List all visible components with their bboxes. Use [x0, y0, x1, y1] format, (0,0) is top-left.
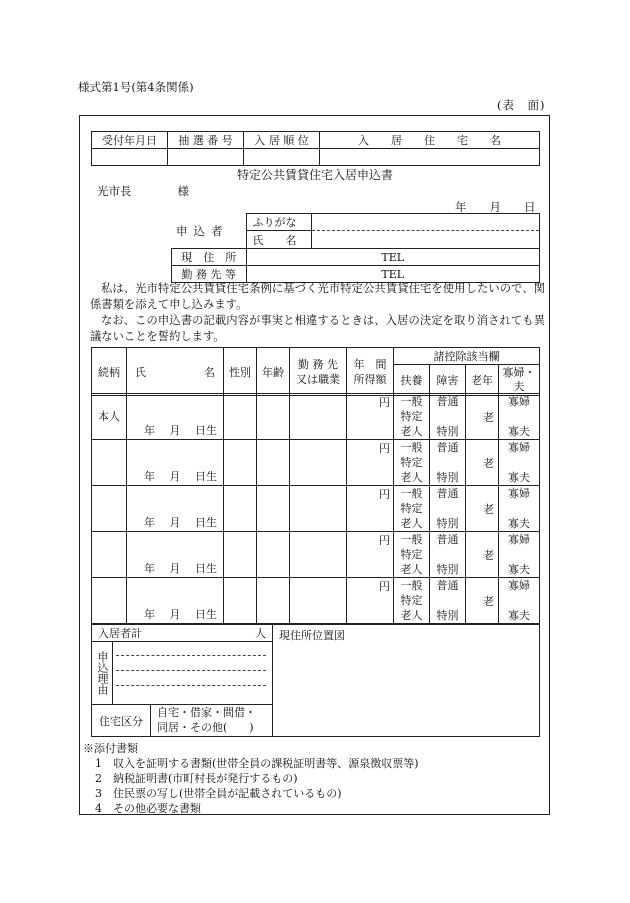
widower-option[interactable]: 寡夫 [508, 471, 530, 484]
birthdate-text: 年 月 日生 [144, 470, 217, 483]
attachments-title: ※添付書類 [83, 742, 138, 755]
housing-name-field[interactable] [320, 149, 540, 166]
total-residents-unit: 人 [255, 627, 266, 640]
work-cell[interactable] [290, 440, 347, 486]
disability-cell[interactable] [430, 532, 466, 578]
total-residents-cell[interactable] [92, 625, 273, 642]
disability-option[interactable]: 特別 [436, 517, 459, 530]
income-cell[interactable] [347, 440, 394, 486]
furigana-field[interactable] [311, 214, 540, 231]
dependent-option[interactable]: 特定 [400, 502, 423, 515]
widow-header: 寡婦・ 夫 [499, 365, 540, 396]
widower-option[interactable]: 寡夫 [508, 517, 530, 530]
sex-cell[interactable] [224, 578, 257, 624]
widow-cell[interactable] [499, 394, 540, 440]
disability-option[interactable]: 普通 [436, 395, 459, 408]
attachment-item: 1 収入を証明する書類(世帯全員の課税証明書等、源泉徴収票等) [95, 757, 419, 770]
dependent-option[interactable]: 一般 [400, 487, 423, 500]
disability-option[interactable]: 特別 [436, 609, 459, 622]
disability-option[interactable]: 特別 [436, 471, 459, 484]
attachment-item: 2 納税証明書(市町村長が発行するもの) [95, 772, 298, 785]
reason-cell[interactable] [92, 642, 273, 705]
housing-options-1[interactable]: 自宅・借家・間借・ [157, 706, 256, 719]
sex-header: 性別 [224, 348, 257, 396]
reception-table [91, 131, 540, 166]
name-cell[interactable] [127, 394, 224, 440]
name-cell[interactable] [127, 578, 224, 624]
housing-options-2[interactable]: 同居・その他( ) [157, 721, 254, 734]
disability-option[interactable]: 特別 [436, 425, 459, 438]
disability-cell[interactable] [430, 486, 466, 532]
dependent-option[interactable]: 特定 [400, 548, 423, 561]
declaration-paragraph-2: なお、この申込書の記載内容が事実と相違するときは、入居の決定を取り消されても異議ないことを誓約します。 [90, 314, 545, 343]
widower-option[interactable]: 寡夫 [508, 563, 530, 576]
disability-header: 障害 [430, 365, 466, 396]
disability-cell[interactable] [430, 440, 466, 486]
table-row [92, 440, 540, 486]
widow-cell[interactable] [499, 532, 540, 578]
elderly-cell[interactable] [466, 440, 499, 486]
move-in-order-field[interactable] [244, 149, 320, 166]
dependent-option[interactable]: 一般 [400, 579, 423, 592]
name-header-b: 名 [204, 365, 215, 379]
reason-line-2 [116, 670, 266, 671]
lottery-number-header: 抽 選 番 号 [168, 132, 244, 149]
disability-cell[interactable] [430, 394, 466, 440]
address-tel[interactable]: TEL [246, 249, 540, 266]
attachment-item: 4 その他必要な書類 [95, 802, 201, 815]
deduction-header: 諸控除該当欄 [394, 348, 540, 365]
yen-unit: 円 [379, 488, 390, 501]
table-row [92, 578, 540, 624]
widow-cell[interactable] [499, 486, 540, 532]
table-row [92, 486, 540, 532]
widow-option[interactable]: 寡婦 [508, 395, 530, 408]
age-cell[interactable] [257, 394, 290, 440]
yen-unit: 円 [379, 580, 390, 593]
dependent-option[interactable]: 老人 [400, 471, 423, 484]
total-residents-label: 入居者計 [98, 627, 142, 640]
elderly-cell[interactable] [466, 532, 499, 578]
age-cell[interactable] [257, 532, 290, 578]
furigana-label: ふりがな [246, 214, 311, 231]
reception-date-field[interactable] [92, 149, 168, 166]
income-cell[interactable] [347, 394, 394, 440]
dependent-option[interactable]: 特定 [400, 456, 423, 469]
sex-cell[interactable] [224, 486, 257, 532]
form-number-label: 様式第1号(第4条関係) [78, 80, 194, 94]
relation-cell[interactable] [92, 532, 127, 578]
work-cell[interactable] [290, 486, 347, 532]
sex-cell[interactable] [224, 394, 257, 440]
widow-cell[interactable] [499, 440, 540, 486]
name-cell[interactable] [127, 440, 224, 486]
reason-label: 申込理由 [92, 642, 113, 704]
elderly-option[interactable]: 老 [483, 410, 494, 424]
dependent-option[interactable]: 一般 [400, 533, 423, 546]
housing-type-label: 住宅区分 [92, 705, 151, 736]
birthdate-text: 年 月 日生 [144, 608, 217, 621]
widow-option[interactable]: 寡婦 [508, 441, 530, 454]
dependent-option[interactable]: 老人 [400, 609, 423, 622]
dependent-option[interactable]: 一般 [400, 395, 423, 408]
income-cell[interactable] [347, 578, 394, 624]
disability-option[interactable]: 普通 [436, 533, 459, 546]
household-rows-table [91, 393, 540, 624]
workplace-label: 勤 務 先 等 [172, 266, 247, 283]
dependent-option[interactable]: 特定 [400, 594, 423, 607]
table-row [92, 532, 540, 578]
dependent-option[interactable]: 老人 [400, 425, 423, 438]
dependent-header: 扶養 [394, 365, 430, 396]
work-cell[interactable] [290, 578, 347, 624]
disability-option[interactable]: 普通 [436, 487, 459, 500]
elderly-option[interactable]: 老 [483, 594, 494, 608]
housing-type-cell[interactable] [92, 705, 273, 737]
dependent-cell[interactable] [394, 394, 430, 440]
addressee: 光市長 様 [97, 184, 189, 198]
dependent-cell[interactable] [394, 486, 430, 532]
widower-option[interactable]: 寡夫 [508, 609, 530, 622]
work-header: 勤 務 先 又は職業 [290, 348, 347, 396]
dependent-option[interactable]: 一般 [400, 441, 423, 454]
name-header [127, 348, 224, 396]
dependent-cell[interactable] [394, 440, 430, 486]
yen-unit: 円 [379, 534, 390, 547]
relation-cell[interactable] [92, 486, 127, 532]
widow-cell[interactable] [499, 578, 540, 624]
work-cell[interactable] [290, 394, 347, 440]
widow-option[interactable]: 寡婦 [508, 533, 530, 546]
elderly-option[interactable]: 老 [483, 456, 494, 470]
household-table [91, 347, 540, 396]
yen-unit: 円 [379, 396, 390, 409]
dependent-cell[interactable] [394, 578, 430, 624]
workplace-tel[interactable]: TEL [246, 266, 540, 283]
disability-cell[interactable] [430, 578, 466, 624]
address-label: 現 住 所 [172, 249, 247, 266]
widow-option[interactable]: 寡婦 [508, 487, 530, 500]
age-cell[interactable] [257, 486, 290, 532]
front-side-label: (表 面) [497, 98, 546, 112]
birthdate-text: 年 月 日生 [144, 562, 217, 575]
birthdate-text: 年 月 日生 [144, 424, 217, 437]
birthdate-text: 年 月 日生 [144, 516, 217, 529]
housing-name-header: 入 居 住 宅 名 [320, 132, 540, 149]
dependent-option[interactable]: 老人 [400, 517, 423, 530]
elderly-cell[interactable] [466, 486, 499, 532]
declaration-paragraph-1: 私は、光市特定公共賃貸住宅条例に基づく光市特定公共賃貸住宅を使用したいので、関係書類を添えて申し込みます。 [90, 282, 545, 311]
elderly-option[interactable]: 老 [483, 548, 494, 562]
date-line: 年 月 日 [455, 200, 536, 214]
form-title: 特定公共賃貸住宅入居申込書 [236, 168, 393, 182]
name-cell[interactable] [127, 532, 224, 578]
widow-option[interactable]: 寡婦 [508, 579, 530, 592]
relation-header: 続柄 [92, 348, 127, 396]
name-header-a: 氏 [135, 365, 146, 379]
elderly-option[interactable]: 老 [483, 502, 494, 516]
disability-option[interactable]: 特別 [436, 563, 459, 576]
elderly-cell[interactable] [466, 578, 499, 624]
age-header: 年齢 [257, 348, 290, 396]
name-field[interactable] [311, 231, 540, 249]
sex-cell[interactable] [224, 532, 257, 578]
reason-line-1 [116, 655, 266, 656]
age-cell[interactable] [257, 578, 290, 624]
reason-line-3 [116, 685, 266, 686]
attachment-item: 3 住民票の写し(世帯全員が記載されているもの) [95, 787, 342, 800]
applicant-label: 申込者 [176, 224, 229, 238]
elderly-header: 老年 [466, 365, 499, 396]
name-label: 氏 名 [246, 231, 311, 249]
relation-cell[interactable] [92, 440, 127, 486]
location-map-area[interactable] [273, 625, 540, 737]
location-map-label: 現住所位置図 [279, 629, 345, 642]
dependent-cell[interactable] [394, 532, 430, 578]
relation-cell[interactable] [92, 394, 127, 440]
move-in-order-header: 入 居 順 位 [244, 132, 320, 149]
income-header: 年 間 所得額 [347, 348, 394, 396]
relation-text: 本人 [98, 410, 120, 423]
sex-cell[interactable] [224, 440, 257, 486]
income-cell[interactable] [347, 486, 394, 532]
bottom-table [91, 624, 540, 737]
widower-option[interactable]: 寡夫 [508, 425, 530, 438]
lottery-number-field[interactable] [168, 149, 244, 166]
work-cell[interactable] [290, 532, 347, 578]
relation-cell[interactable] [92, 578, 127, 624]
name-cell[interactable] [127, 486, 224, 532]
disability-option[interactable]: 普通 [436, 579, 459, 592]
yen-unit: 円 [379, 442, 390, 455]
income-cell[interactable] [347, 532, 394, 578]
dependent-option[interactable]: 特定 [400, 410, 423, 423]
elderly-cell[interactable] [466, 394, 499, 440]
disability-option[interactable]: 普通 [436, 441, 459, 454]
reception-date-header: 受付年月日 [92, 132, 168, 149]
age-cell[interactable] [257, 440, 290, 486]
table-row [92, 394, 540, 440]
dependent-option[interactable]: 老人 [400, 563, 423, 576]
applicant-table [171, 213, 540, 283]
